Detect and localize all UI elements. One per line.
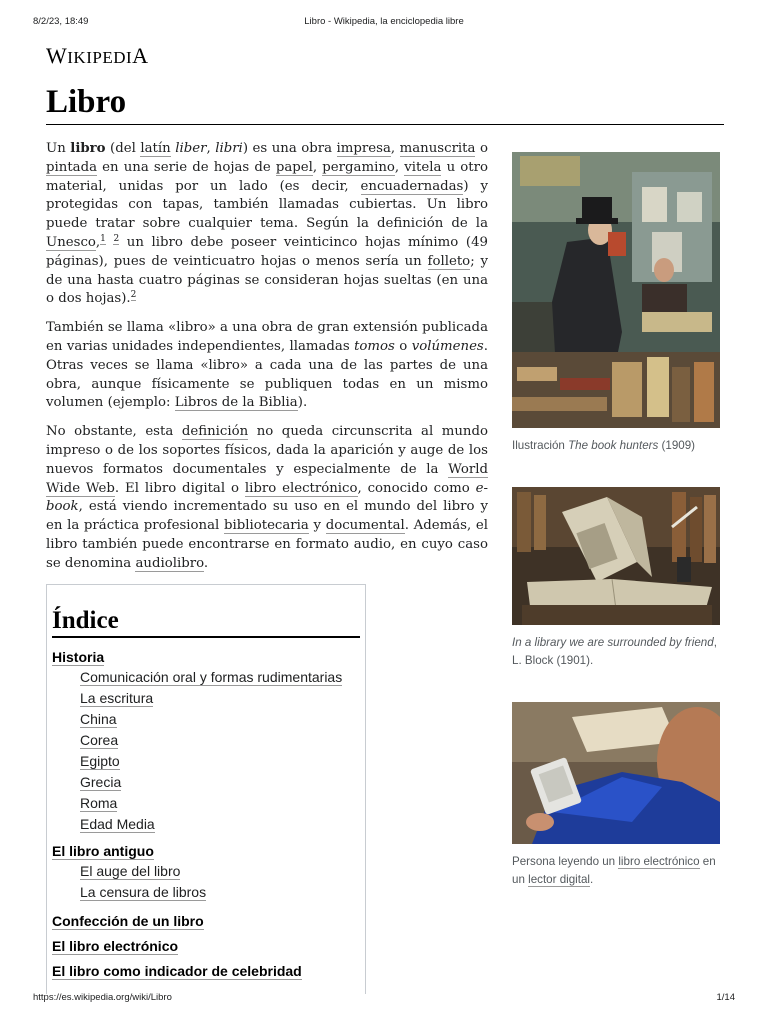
toc-item-confeccion[interactable]: Confección de un libro: [52, 913, 204, 929]
link-folleto[interactable]: folleto: [427, 253, 471, 269]
figure-in-a-library: [512, 487, 720, 670]
figure-caption: In a library we are surrounded by friend, L. Block (1901).: [512, 636, 717, 667]
reference-2b[interactable]: 2: [130, 289, 137, 300]
paragraph-digital: No obstante, esta definición no queda circunscrita al mundo impreso o de los soportes físicos, dada la aparición y auge de los nuevos formatos documentales y especialmente de la World Wide Web. El libro digital o libro electrónico, conocido como e-book, está viendo incrementado su uso en el mundo del libro y en la práctica profesional bibliotecaria y documental. Además, el libro también puede encontrarse en formato audio, en cuyo caso se denomina audiolibro.: [46, 424, 489, 571]
link-documental[interactable]: documental: [325, 518, 405, 534]
toc-subitem[interactable]: Grecia: [80, 774, 122, 790]
link-bibliotecaria[interactable]: bibliotecaria: [223, 518, 309, 534]
book-hunters-image[interactable]: [512, 152, 720, 433]
figure-book-hunters: [512, 152, 720, 455]
link-latin[interactable]: latín: [140, 141, 171, 156]
article-body: [46, 140, 488, 584]
link-lector-digital[interactable]: lector digital: [528, 873, 590, 886]
link-libro-electronico[interactable]: libro electrónico: [244, 480, 358, 496]
in-a-library-image[interactable]: [512, 487, 720, 630]
link-libro-electronico-caption[interactable]: libro electrónico: [618, 855, 700, 868]
figure-caption: Persona leyendo un libro electrónico en un lector digital.: [512, 855, 716, 886]
ebook-reader-image[interactable]: [512, 702, 720, 849]
toc-subitem[interactable]: Roma: [80, 795, 118, 811]
link-unesco[interactable]: Unesco: [46, 234, 96, 250]
toc-title: Índice: [52, 607, 360, 638]
link-vitela[interactable]: vitela: [404, 159, 442, 175]
table-of-contents: [46, 584, 366, 994]
link-encuadernadas[interactable]: encuadernadas: [360, 178, 464, 194]
link-libros-biblia[interactable]: Libros de la Biblia: [174, 395, 298, 411]
link-audiolibro[interactable]: audiolibro: [135, 555, 204, 571]
toc-item-libro-electronico[interactable]: El libro electrónico: [52, 938, 179, 954]
link-pintada[interactable]: pintada: [46, 159, 98, 175]
link-pergamino[interactable]: pergamino: [322, 159, 395, 175]
toc-item-celebridad[interactable]: El libro como indicador de celebridad: [52, 963, 302, 979]
paragraph-intro: Un libro (del latín liber, libri) es una obra impresa, manuscrita o pintada en una serie de hojas de papel, pergamino, vitela u otro material, unidas por un lado (es decir, encuadernadas) y protegidas con tapas, también llamadas cubiertas. Un libro puede tratar sobre cualquier tema. Según la definición de la Unesco,$^1$ $^2$ un libro debe poseer veinticinco hojas mínimo (49 páginas), pues de veinticuatro hojas o menos sería un folleto; y de una hasta cuatro páginas se consideran hojas sueltas (en una o dos hojas).$^2$: [46, 141, 488, 307]
link-definicion[interactable]: definición: [181, 424, 249, 440]
reference-1[interactable]: 1: [100, 233, 106, 244]
reference-2[interactable]: 2: [113, 233, 120, 244]
toc-item-libro-antiguo[interactable]: El libro antiguo: [52, 843, 154, 859]
paragraph-volumes: También se llama «libro» a una obra de gran extensión publicada en varias unidades independientes, llamadas tomos o volúmenes. Otras veces se llama «libro» a cada una de las partes de una obra, aunque físicamente se publiquen todas en un mismo volumen (ejemplo: Libros de la Biblia).: [46, 320, 488, 411]
toc-subitem[interactable]: Corea: [80, 732, 119, 748]
wikipedia-wordmark[interactable]: WIKIPEDIA: [46, 43, 149, 68]
figure-caption: Ilustración The book hunters (1909): [512, 439, 696, 452]
toc-subitem[interactable]: La censura de libros: [80, 884, 207, 900]
print-title: Libro - Wikipedia, la enciclopedia libre: [304, 16, 464, 27]
figure-ebook-reader: [512, 702, 720, 889]
print-date: 8/2/23, 18:49: [33, 16, 89, 27]
toc-subitem[interactable]: Edad Media: [80, 816, 155, 832]
link-world-wide-web[interactable]: World Wide Web: [46, 461, 488, 496]
toc-item-historia[interactable]: Historia: [52, 649, 105, 665]
toc-subitem[interactable]: Comunicación oral y formas rudimentarias: [80, 669, 343, 685]
print-url: https://es.wikipedia.org/wiki/Libro: [33, 992, 172, 1003]
toc-subitem[interactable]: La escritura: [80, 690, 154, 706]
toc-subitem[interactable]: China: [80, 711, 117, 727]
page-number: 1/14: [716, 992, 735, 1003]
toc-subitem[interactable]: Egipto: [80, 753, 120, 769]
toc-subitem[interactable]: El auge del libro: [80, 863, 181, 879]
link-manuscrita[interactable]: manuscrita: [399, 141, 476, 156]
link-impresa[interactable]: impresa: [336, 141, 391, 156]
link-papel[interactable]: papel: [275, 159, 313, 175]
page-title: Libro: [46, 80, 724, 125]
